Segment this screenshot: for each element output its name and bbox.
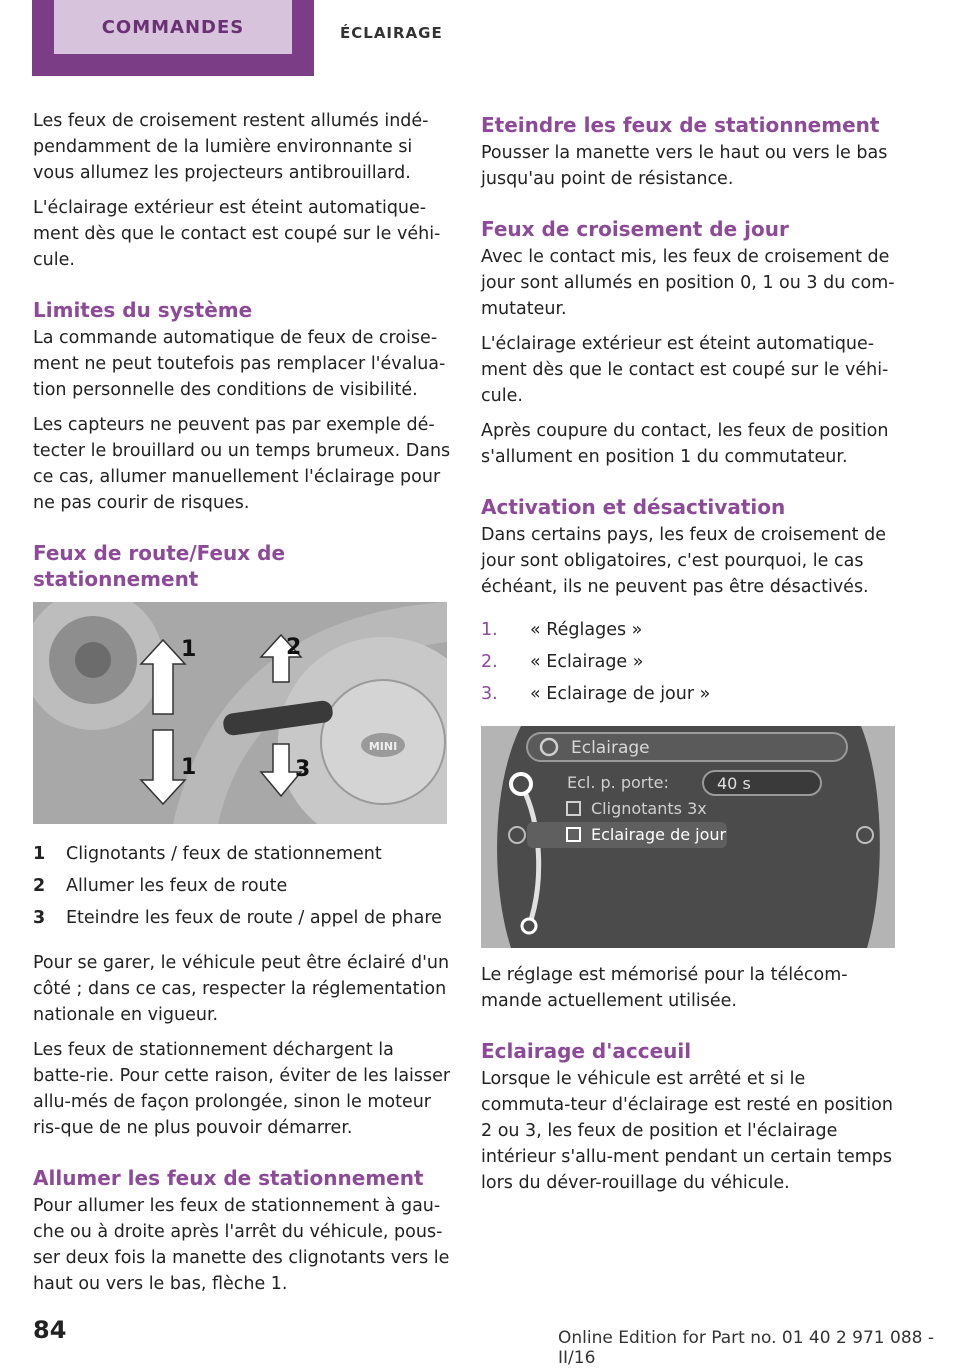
chapter-title: COMMANDES — [101, 16, 245, 38]
step-item — [481, 614, 899, 646]
figure-legend — [33, 838, 451, 934]
steering-illustration — [33, 602, 447, 824]
paragraph: Lorsque le véhicule est arrêté et si le commuta-teur d'éclairage est resté en position 2 ou 3, les feux de position et l'éclairage intérieur s'allu-ment pendant un certain temps lors du déver-rouillage du véhicule. — [481, 1069, 893, 1193]
legend-item — [33, 838, 451, 870]
right-column — [481, 108, 899, 1205]
legend-text: Eteindre les feux de route / appel de phare — [66, 908, 442, 928]
legend-number: 1 — [33, 844, 46, 864]
display-screen — [481, 726, 895, 948]
left-column — [33, 108, 451, 1306]
setting-label-eclairage-jour: Eclairage de jour — [591, 825, 727, 844]
paragraph: Pour se garer, le véhicule peut être éclairé d'un côté ; dans ce cas, respecter la réglementation nationale en vigueur. — [33, 953, 450, 1025]
step-text: « Eclairage » — [530, 652, 644, 672]
heading-limits: Limites du système — [33, 298, 253, 322]
setting-label-door: Ecl. p. porte: — [567, 773, 669, 792]
paragraph: Avec le contact mis, les feux de croisement de jour sont allumés en position 0, 1 ou 3 du com-mutateur. — [481, 247, 895, 319]
legend-text: Allumer les feux de route — [66, 876, 288, 896]
step-text: « Eclairage de jour » — [530, 684, 711, 704]
callout-1-down: 1 — [181, 755, 197, 780]
display-figure — [481, 726, 895, 948]
paragraph: Le réglage est mémorisé pour la télécom-mande actuellement utilisée. — [481, 965, 848, 1011]
legend-item — [33, 870, 451, 902]
callout-2: 2 — [286, 635, 302, 660]
steering-figure — [33, 602, 447, 824]
paragraph: Les feux de stationnement déchargent la batte-rie. Pour cette raison, éviter de les laisser allu-més de façon prolongée, sinon le moteur ris-que de ne plus pouvoir démarrer. — [33, 1040, 451, 1138]
setting-label-clignotants: Clignotants 3x — [591, 799, 707, 818]
step-number: 1. — [481, 620, 498, 640]
screen-title: Eclairage — [571, 738, 650, 758]
chapter-tab-label-box — [54, 0, 292, 54]
selector-knob-bottom — [522, 919, 536, 933]
footer-edition: Online Edition for Part no. 01 40 2 971 088 - II/16 — [558, 1328, 935, 1368]
paragraph: Pousser la manette vers le haut ou vers le bas jusqu'au point de résistance. — [481, 143, 888, 189]
step-item — [481, 646, 899, 678]
steps-list — [481, 614, 899, 710]
heading-activation: Activation et désactivation — [481, 495, 786, 519]
legend-text: Clignotants / feux de stationnement — [66, 844, 382, 864]
paragraph: Après coupure du contact, les feux de position s'allument en position 1 du commutateur. — [481, 421, 889, 467]
mini-logo-text: MINI — [368, 740, 398, 753]
step-text: « Réglages » — [530, 620, 643, 640]
step-number: 2. — [481, 652, 498, 672]
callout-1-up: 1 — [181, 637, 197, 662]
legend-item — [33, 902, 451, 934]
legend-number: 2 — [33, 876, 46, 896]
heading-acceuil: Eclairage d'acceuil — [481, 1039, 692, 1063]
setting-value-door: 40 s — [717, 774, 751, 793]
callout-3: 3 — [295, 757, 311, 782]
section-title: ÉCLAIRAGE — [340, 24, 443, 42]
paragraph: L'éclairage extérieur est éteint automatique-ment dès que le contact est coupé sur le véhi-cule. — [481, 334, 889, 406]
heading-route: Feux de route/Feux de stationnement — [33, 541, 286, 591]
heading-jour: Feux de croisement de jour — [481, 217, 789, 241]
chapter-tab — [32, 0, 314, 76]
page-number: 84 — [33, 1316, 67, 1344]
step-item — [481, 678, 899, 710]
paragraph: Les capteurs ne peuvent pas par exemple dé-tecter le brouillard ou un temps brumeux. Dans ce cas, allumer manuellement l'éclairage pour ne pas courir de risques. — [33, 415, 451, 513]
selector-knob-top — [511, 774, 531, 794]
paragraph: Dans certains pays, les feux de croisement de jour sont obligatoires, c'est pourquoi, le cas échéant, ils ne peuvent pas être désactivés. — [481, 525, 886, 597]
heading-eteindre: Eteindre les feux de stationnement — [481, 113, 880, 137]
heading-allumer: Allumer les feux de stationnement — [33, 1166, 424, 1190]
paragraph: Pour allumer les feux de stationnement à gau-che ou à droite après l'arrêt du véhicule, pous-ser deux fois la manette des clignotants vers le haut ou vers le bas, flèche 1. — [33, 1196, 450, 1294]
step-number: 3. — [481, 684, 498, 704]
paragraph: L'éclairage extérieur est éteint automatique-ment dès que le contact est coupé sur le véhi-cule. — [33, 198, 441, 270]
legend-number: 3 — [33, 908, 46, 928]
paragraph: La commande automatique de feux de croise-ment ne peut toutefois pas remplacer l'évalua-tion personnelle des conditions de visibilité. — [33, 328, 446, 400]
paragraph: Les feux de croisement restent allumés indé-pendamment de la lumière environnante si vous allumez les projecteurs antibrouillard. — [33, 111, 429, 183]
